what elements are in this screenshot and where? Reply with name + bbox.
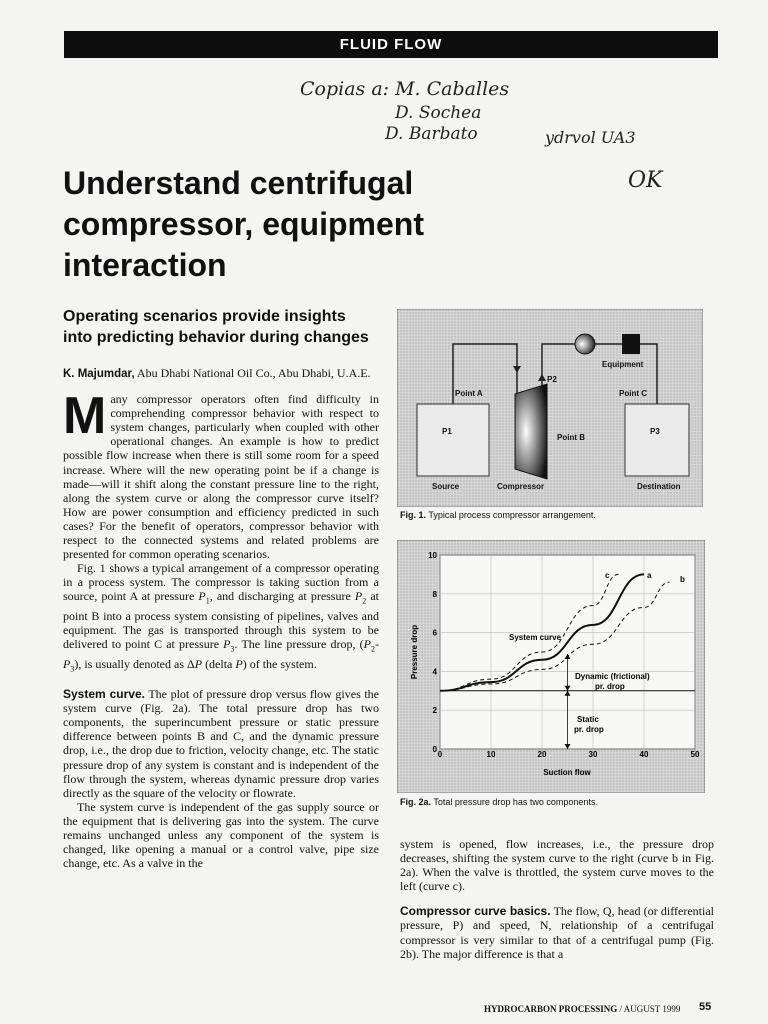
subtitle-line: into predicting behavior during changes	[63, 329, 369, 346]
curve-a-label: a	[647, 571, 652, 580]
paragraph-6	[400, 904, 714, 960]
y-tick-label: 4	[432, 667, 437, 677]
equipment-block-icon	[622, 334, 640, 354]
paragraph-3	[63, 687, 379, 800]
subtitle-line: Operating scenarios provide insights	[63, 308, 346, 325]
handwritten-ok: OK	[628, 168, 663, 193]
section-title: FLUID FLOW	[339, 36, 443, 53]
caption-text: Typical process compressor arrangement.	[426, 510, 596, 520]
paragraph-2: Fig. 1 shows a typical arrangement of a compressor operating in a process system. The compressor is taking suction from a source, point A at pressure $P_1$, and discharging at pressure $P_2$ at point B into a process system consisting of pipelines, valves and equipment. The gas is transported through this system to be delivered to point C at pressure $P_3$. The line pressure drop, $(P_2-P_3)$, is usually denoted as ΔP (delta P) of the system.	[63, 561, 379, 673]
x-tick-label: 30	[588, 750, 598, 759]
caption-label: Fig. 1.	[400, 510, 427, 520]
paragraph-text: The plot of pressure drop versus flow gives the system curve (Fig. 2a). The total pressure drop has two components, the superincumbent pressure or static pressure difference between points B and C, and the dynamic pressure drop, i.e., the drop due to friction, velocity change, etc. The static pressure drop of any system is constant and is independent of the flow through the system, whereas dynamic pressure drop varies directly as the square of the velocity or flowrate.	[63, 687, 379, 800]
y-tick-label: 10	[428, 551, 437, 560]
system-curve-label: System curve	[509, 633, 562, 642]
handwritten-line-1: Copias a: M. Caballes	[300, 78, 510, 100]
y-tick-label: 6	[432, 628, 437, 638]
static-label-2: pr. drop	[574, 725, 604, 734]
figure-1-diagram	[397, 309, 703, 507]
issue-date: / AUGUST 1999	[617, 1004, 681, 1014]
y-tick-label: 8	[432, 589, 437, 599]
compressor-label: Compressor	[497, 482, 545, 491]
left-column	[63, 366, 379, 870]
x-tick-label: 40	[639, 750, 649, 759]
y-axis-label: Pressure drop	[410, 624, 419, 680]
handwritten-side-note: ydrvol UA3	[545, 128, 636, 147]
x-axis-label: Suction flow	[543, 768, 591, 777]
section-header-bar	[64, 31, 718, 58]
equipment-vessel-icon	[575, 334, 595, 354]
page-number: 55	[699, 1001, 712, 1013]
p2-label: P2	[547, 375, 557, 384]
drop-cap: M	[63, 387, 107, 446]
source-tank	[417, 404, 489, 476]
paragraph-5: system is opened, flow increases, i.e., the pressure drop decreases, shifting the system curve to the right (curve b in Fig. 2a). When the valve is throttled, the system curve moves to the left (curve c).	[400, 837, 714, 894]
figure-1-caption	[400, 510, 596, 520]
x-tick-label: 20	[537, 750, 547, 759]
handwritten-line-2: D. Sochea	[395, 103, 482, 123]
point-b-label: Point B	[557, 433, 585, 442]
x-tick-label: 50	[690, 750, 700, 759]
title-line: Understand centrifugal	[63, 165, 414, 201]
destination-label: Destination	[637, 482, 681, 491]
article-subtitle	[63, 306, 393, 348]
journal-name: HYDROCARBON PROCESSING	[484, 1004, 618, 1014]
x-tick-label: 10	[486, 750, 496, 759]
compressor-icon	[515, 384, 547, 479]
author-name: K. Majumdar,	[63, 368, 135, 380]
curve-c-label: c	[605, 571, 610, 580]
section-heading-system-curve: System curve.	[63, 687, 145, 702]
paragraph-4: The system curve is independent of the gas supply source or the equipment that is delivering gas into the system. The curve remains unchanged unless any component of the system is changed, like opening a manual or a control valve, pipe size change, etc. As a valve in the	[63, 799, 379, 871]
figure-2a-caption	[400, 797, 598, 807]
author-affiliation: Abu Dhabi National Oil Co., Abu Dhabi, U.A.E.	[134, 366, 371, 380]
static-label: Static	[577, 715, 599, 724]
intro-paragraph	[63, 387, 379, 562]
point-c-label: Point C	[619, 389, 647, 398]
x-tick-label: 0	[437, 750, 443, 759]
y-tick-label: 2	[432, 706, 437, 716]
caption-text: Total pressure drop has two components.	[431, 797, 598, 807]
right-column	[400, 837, 714, 961]
handwritten-line-3: D. Barbato	[385, 124, 478, 144]
title-line: interaction	[63, 247, 227, 283]
title-line: compressor, equipment	[63, 206, 424, 242]
destination-tank	[625, 404, 689, 476]
byline	[63, 366, 379, 381]
point-a-label: Point A	[455, 389, 483, 398]
p1-label: P1	[442, 427, 452, 436]
equipment-label: Equipment	[602, 360, 644, 369]
figure-2a-chart	[397, 540, 705, 793]
article-title	[63, 163, 543, 286]
page-footer	[484, 1004, 680, 1014]
p3-label: P3	[650, 427, 660, 436]
y-tick-label: 0	[432, 745, 437, 754]
dynamic-label-2: pr. drop	[595, 682, 625, 691]
source-label: Source	[432, 482, 460, 491]
section-heading-compressor-curve: Compressor curve basics.	[400, 904, 551, 919]
dynamic-label: Dynamic (frictional)	[575, 672, 650, 681]
paragraph-text: The flow, Q, head (or differential pressure, P) and speed, N, relationship of a centrifugal compressor is very similar to that of a centrifugal pump (Fig. 2b). The major difference is that a	[400, 904, 714, 961]
paragraph-text: any compressor operators often find difficulty in comprehending compressor behavior with respect to system changes, particularly when coupled with other operational changes. An example is how to predict possible flow increase when there is still some room for a speed increase. Where will the new operating point be if a change is made—will it shift along the constant pressure line to the right, along the system curve or along the compressor curve itself? How are power consumption and efficiency predicted in such cases? For the benefit of operators, compressor behavior with respect to the connected systems and related problems are presented for common operating scenarios.	[63, 392, 379, 562]
caption-label: Fig. 2a.	[400, 797, 432, 807]
curve-b-label: b	[680, 575, 685, 584]
